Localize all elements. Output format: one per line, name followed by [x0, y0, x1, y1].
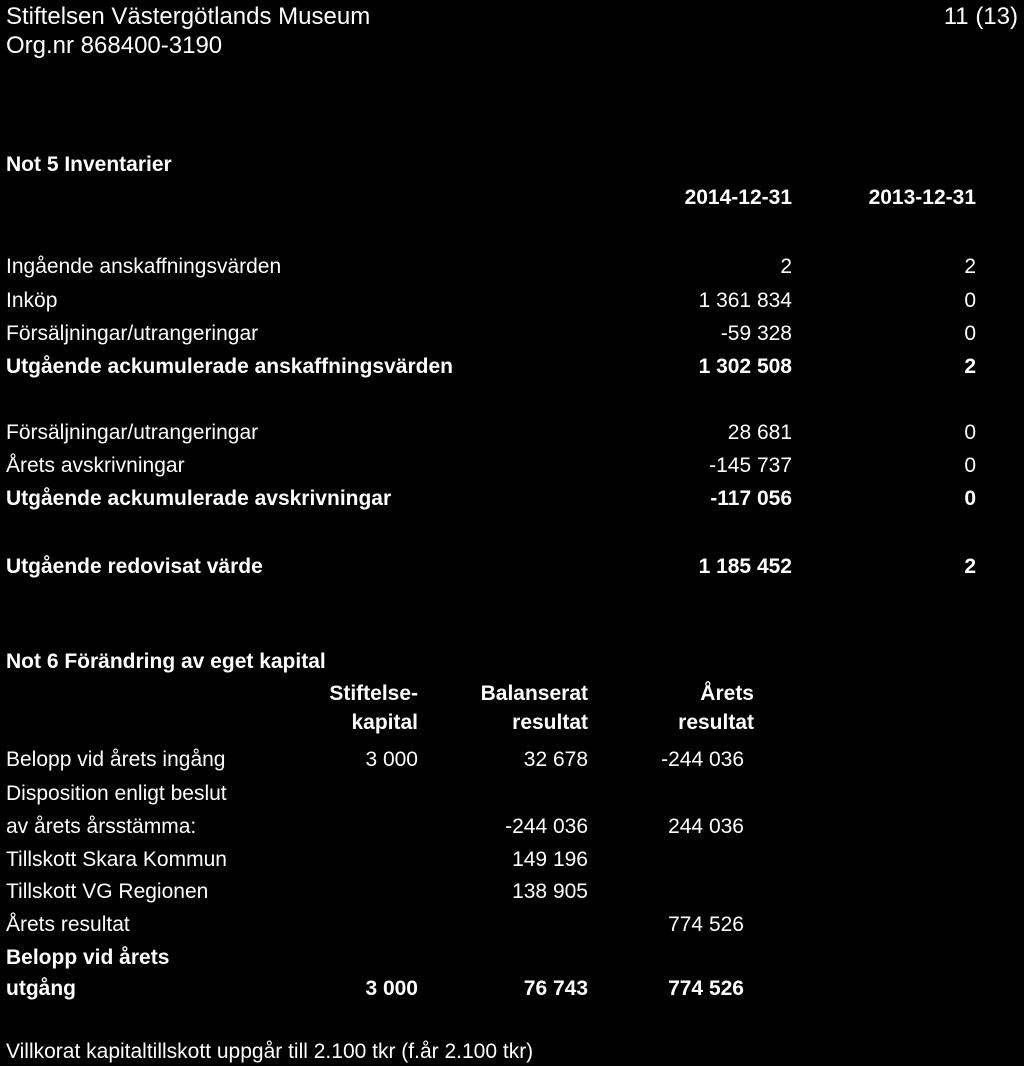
note5-subtotal-value-2013: 2: [964, 355, 976, 378]
note6-total-retained-earnings: 76 743: [523, 977, 588, 1000]
note6-total-year-result: 774 526: [668, 977, 744, 1000]
note6-row-label: Årets resultat: [6, 913, 130, 936]
note6-cell-retained-earnings: 32 678: [523, 748, 588, 771]
note6-cell-retained-earnings: 149 196: [512, 848, 588, 871]
note5-col-2013: 2013-12-31: [868, 186, 976, 209]
note6-title: Not 6 Förändring av eget kapital: [6, 650, 326, 673]
note5-row-label: Årets avskrivningar: [6, 454, 185, 477]
note5-subtotal-value-2014: 1 302 508: [698, 355, 792, 378]
note5-row-value-2013: 2: [964, 255, 976, 278]
note5-total-value-2014: 1 185 452: [698, 555, 792, 578]
note5-row-label: Försäljningar/utrangeringar: [6, 322, 259, 345]
note5-col-2014: 2014-12-31: [684, 186, 792, 209]
page-number: 11 (13): [943, 3, 1018, 30]
note6-cell-foundation-capital: 3 000: [365, 748, 418, 771]
note6-row-label: av årets årsstämma:: [6, 815, 197, 838]
note6-row-label: Tillskott Skara Kommun: [6, 848, 227, 871]
note6-total-label: utgång: [6, 977, 76, 1000]
note5-row-label: Försäljningar/utrangeringar: [6, 421, 259, 444]
note5-total-label: Utgående redovisat värde: [6, 555, 263, 578]
note6-col2-header: Balanserat: [480, 682, 588, 705]
note5-subtotal-value-2014: -117 056: [710, 487, 792, 510]
note5-row-value-2013: 0: [964, 289, 976, 312]
note6-total-foundation-capital: 3 000: [365, 977, 418, 1000]
note6-col1-header: Stiftelse-: [329, 682, 418, 705]
note6-cell-retained-earnings: 138 905: [512, 880, 588, 903]
note6-row-label: Tillskott VG Regionen: [6, 880, 209, 903]
note5-row-value-2014: 28 681: [727, 421, 792, 444]
note6-col1-header: kapital: [351, 711, 418, 734]
note5-row-label: Inköp: [6, 289, 58, 312]
note5-row-value-2013: 0: [964, 421, 976, 444]
note5-row-value-2014: 2: [780, 255, 792, 278]
note5-row-value-2013: 0: [964, 322, 976, 345]
note5-subtotal-value-2013: 0: [964, 487, 976, 510]
note6-total-label: Belopp vid årets: [6, 946, 170, 969]
note6-row-label: Belopp vid årets ingång: [6, 748, 226, 771]
org-number: Org.nr 868400-3190: [6, 32, 223, 59]
note5-row-value-2013: 0: [964, 454, 976, 477]
note6-col3-header: Årets: [700, 682, 754, 705]
note6-col2-header: resultat: [512, 711, 588, 734]
note5-total-value-2013: 2: [964, 555, 976, 578]
note6-cell-year-result: 244 036: [668, 815, 744, 838]
note6-row-label: Disposition enligt beslut: [6, 782, 227, 805]
note6-col3-header: resultat: [678, 711, 754, 734]
org-name: Stiftelsen Västergötlands Museum: [6, 3, 371, 30]
note6-cell-year-result: -244 036: [661, 748, 744, 771]
note5-subtotal-label: Utgående ackumulerade anskaffningsvärden: [6, 355, 453, 378]
note6-cell-retained-earnings: -244 036: [505, 815, 588, 838]
note5-subtotal-label: Utgående ackumulerade avskrivningar: [6, 487, 392, 510]
note5-row-label: Ingående anskaffningsvärden: [6, 255, 282, 278]
footnote: Villkorat kapitaltillskott uppgår till 2.100 tkr (f.år 2.100 tkr): [6, 1040, 534, 1063]
note6-cell-year-result: 774 526: [668, 913, 744, 936]
note5-row-value-2014: -145 737: [709, 454, 792, 477]
note5-title: Not 5 Inventarier: [6, 153, 172, 176]
note5-row-value-2014: -59 328: [720, 322, 792, 345]
note5-row-value-2014: 1 361 834: [698, 289, 792, 312]
